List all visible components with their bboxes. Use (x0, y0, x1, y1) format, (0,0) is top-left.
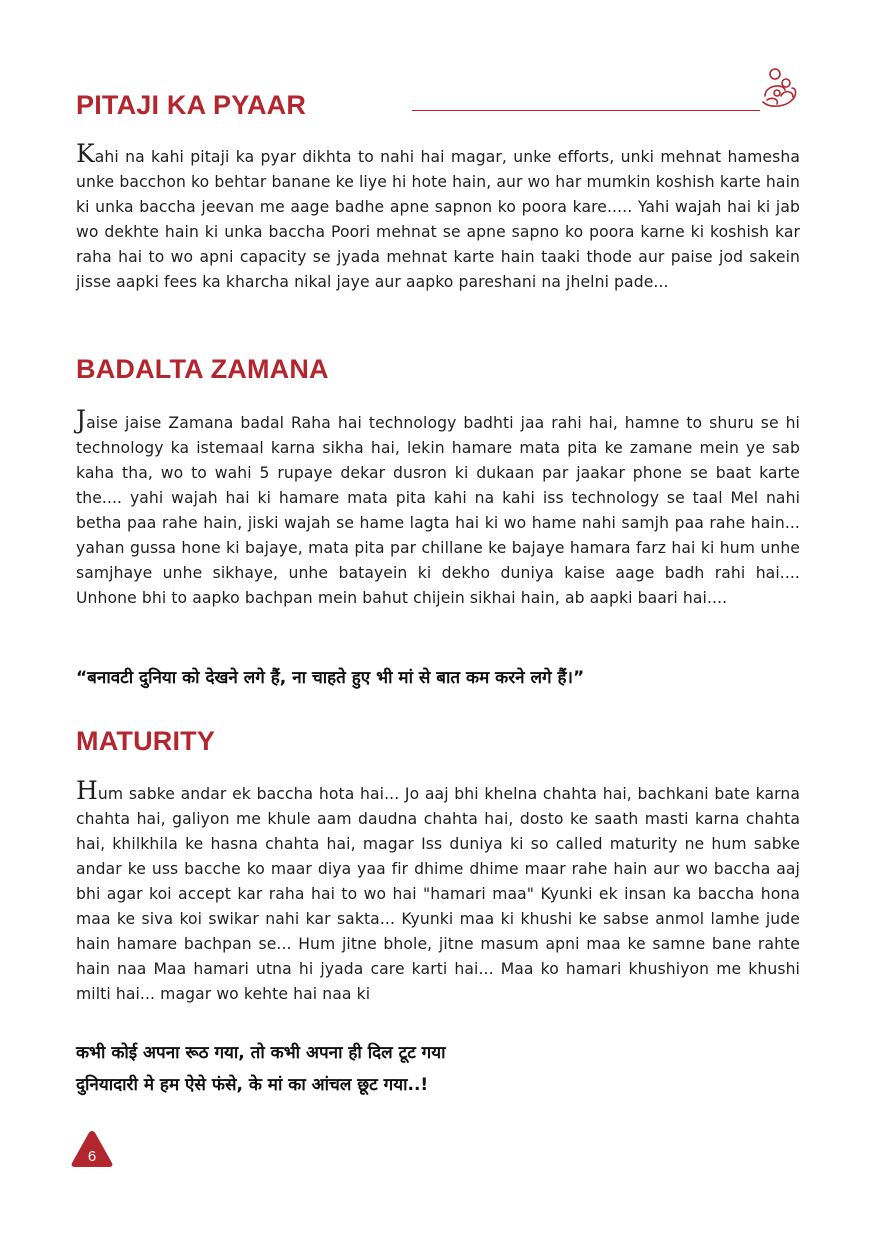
hindi-quote: “बनावटी दुनिया को देखने लगे हैं, ना चाहते हुए भी मां से बात कम करने लगे हैं।” (76, 668, 585, 688)
paragraph-text: um sabke andar ek baccha hota hai... Jo aaj bhi khelna chahta hai, bachkani bate karna chahta hai, galiyon me khule aam daudna chahta hai, dosto ke saath masti karna chahta hai, khilkhila ke hasna chahta hai, magar Iss duniya ki so called maturity ne hum sabke andar ke uss bacche ko maar diya yaa fir dhime dhime maar rahe hain aur wo baccha aaj bhi agar koi accept kar raha hai to wo hai "hamari maa" Kyunki ek insan ka baccha hona maa ke siva koi swikar nahi kar sakta... Kyunki maa ki khushi ke sabse anmol lamhe jude hain hamare bachpan se... Hum jitne bhole, jitne masum apni maa ke samne bane rahte hain naa Maa hamari utna hi jyada care karti hai... Maa ko hamari khushiyon me khushi milti hai... magar wo kehte hai naa ki (76, 785, 800, 1003)
section-title-pitaji-ka-pyaar: PITAJI KA PYAAR (76, 90, 307, 120)
section-body-maturity (76, 776, 800, 1007)
hindi-poem-line-2: दुनियादारी मे हम ऐसे फंसे, के मां का आंचल छूट गया..! (76, 1075, 429, 1095)
section-title-maturity: MATURITY (76, 726, 216, 756)
paragraph-text: ahi na kahi pitaji ka pyar dikhta to nahi hai magar, unke efforts, unki mehnat hamesha unke bacchon ko behtar banane ke liye hi hote hain, aur wo har mumkin koshish karte hain ki unka baccha jeevan me aage badhe apne sapnon ko poora kare..... Yahi wajah hai ki jab wo dekhte hain ki unka baccha Poori mehnat se apne sapno ko poora karne ki koshish kar raha hai to wo apni capacity se jyada mehnat karte hain taaki thode aur paise jod sakein jisse aapki fees ka kharcha nikal jaye aur aapko pareshani na jhelni pade... (76, 148, 800, 291)
dropcap-letter: H (76, 776, 98, 805)
paragraph-text: aise jaise Zamana badal Raha hai technology badhti jaa rahi hai, hamne to shuru se hi technology ka istemaal karna sikha hai, lekin hamare mata pita ke zamane mein ye sab kaha tha, wo to wahi 5 rupaye dekar dusron ki dukaan par jaakar phone se baat karte the.... yahi wajah hai ki hamare mata pita kahi na kahi iss technology se taal Mel nahi betha paa rahe hain, jiski wajah se hame lagta hai ki wo hame nahi samjh paa rahe hain... yahan gussa hone ki bajaye, mata pita par chillane ke bajaye hamara farz hai ki hum unhe samjhaye unhe sikhaye, unhe batayein ki dekho duniya kaise aage badh rahi hai.... Unhone bhi to aapko bachpan mein bahut chijein sikhai hain, ab aapki baari hai.... (76, 414, 800, 607)
header-divider-line (412, 110, 760, 111)
page-number-badge (68, 1128, 116, 1170)
section-title-badalta-zamana: BADALTA ZAMANA (76, 354, 329, 384)
dropcap-letter: J (76, 405, 87, 434)
hindi-poem-line-1: कभी कोई अपना रूठ गया, तो कभी अपना ही दिल टूट गया (76, 1043, 446, 1063)
dropcap-letter: K (76, 139, 95, 168)
page-number: 6 (87, 1148, 97, 1165)
family-icon (755, 66, 803, 114)
section-body-pitaji-ka-pyaar (76, 139, 800, 295)
section-body-badalta-zamana (76, 405, 800, 611)
